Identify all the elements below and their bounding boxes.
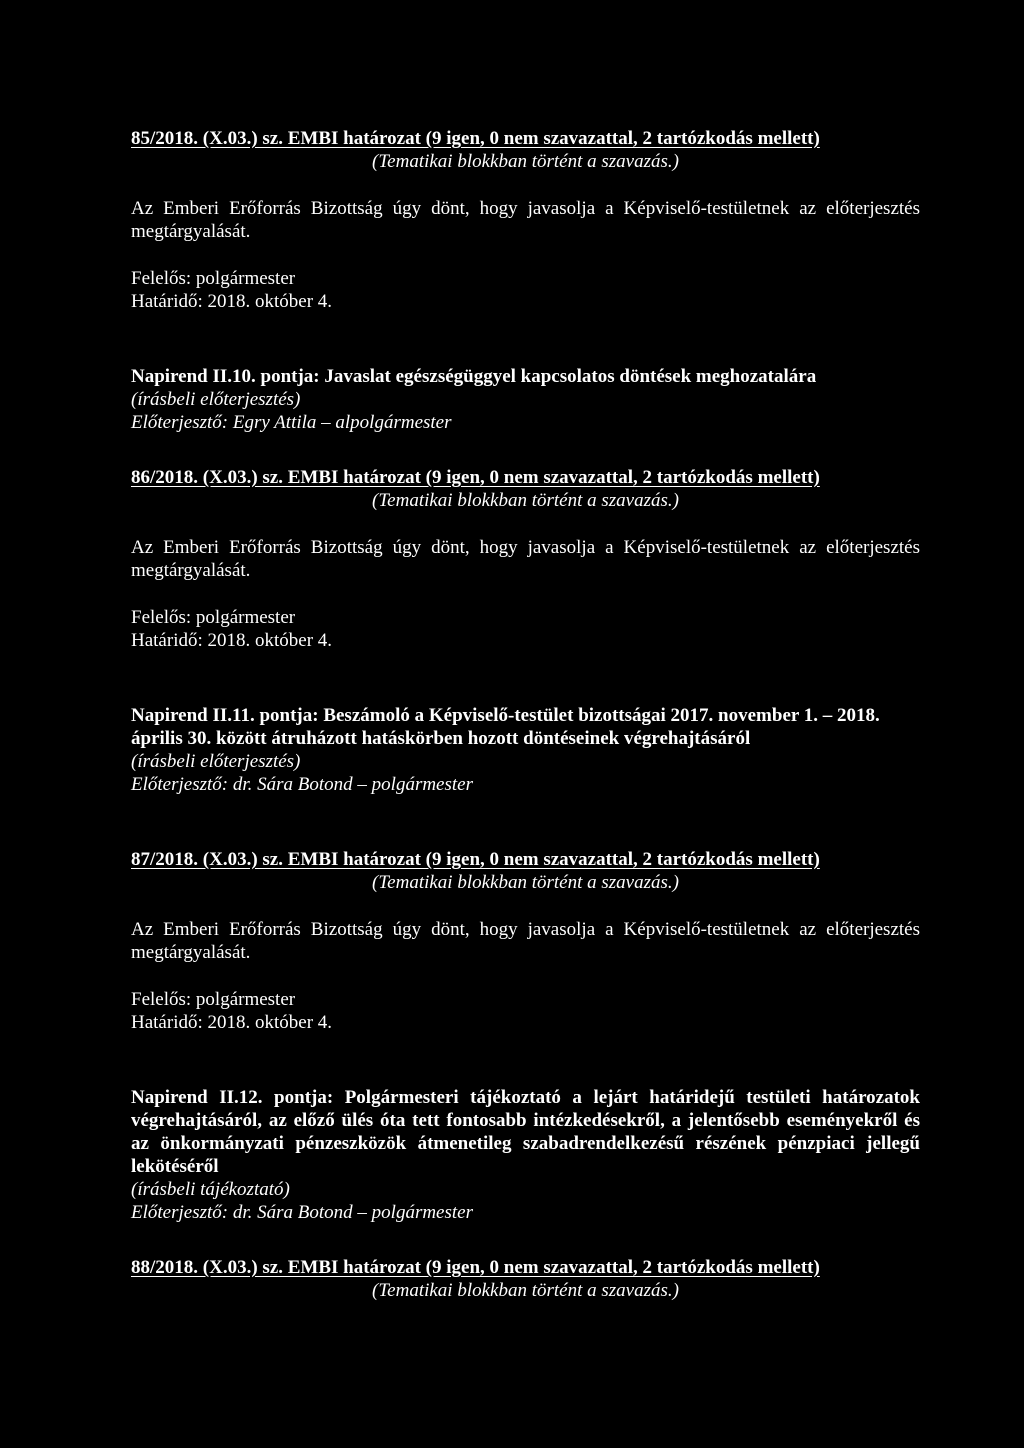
agenda-10-title: Napirend II.10. pontja: Javaslat egészségüggyel kapcsolatos döntések meghozatalára (131, 366, 817, 387)
agenda-11-title: Napirend II.11. pontja: Beszámoló a Képviselő-testület bizottságai 2017. november 1. – 2018. április 30. között átruházott hatáskörben hozott döntéseinek végrehajtásáról (131, 705, 880, 749)
decision-86-heading: 86/2018. (X.03.) sz. EMBI határozat (9 igen, 0 nem szavazattal, 2 tartózkodás mellett) (131, 467, 820, 488)
decision-86-body: Az Emberi Erőforrás Bizottság úgy dönt, hogy javasolja a Képviselő-testületnek az előterjesztés megtárgyalását. (131, 537, 920, 581)
decision-88-vote-note: (Tematikai blokkban történt a szavazás.) (372, 1280, 679, 1301)
decision-85-deadline: Határidő: 2018. október 4. (131, 291, 333, 312)
decision-85-vote-note: (Tematikai blokkban történt a szavazás.) (372, 151, 679, 172)
decision-87-heading: 87/2018. (X.03.) sz. EMBI határozat (9 igen, 0 nem szavazattal, 2 tartózkodás mellett) (131, 849, 820, 870)
decision-87-deadline: Határidő: 2018. október 4. (131, 1012, 333, 1033)
decision-85-responsible: Felelős: polgármester (131, 268, 296, 289)
decision-86-responsible: Felelős: polgármester (131, 607, 296, 628)
document-page (131, 127, 920, 1302)
agenda-12-type: (írásbeli tájékoztató) (131, 1179, 290, 1200)
agenda-12-presenter: Előterjesztő: dr. Sára Botond – polgármester (131, 1202, 473, 1223)
decision-85-heading: 85/2018. (X.03.) sz. EMBI határozat (9 igen, 0 nem szavazattal, 2 tartózkodás mellett) (131, 128, 820, 149)
decision-87-body: Az Emberi Erőforrás Bizottság úgy dönt, hogy javasolja a Képviselő-testületnek az előterjesztés megtárgyalását. (131, 919, 920, 963)
decision-88-heading: 88/2018. (X.03.) sz. EMBI határozat (9 igen, 0 nem szavazattal, 2 tartózkodás mellett) (131, 1257, 820, 1278)
agenda-11-type: (írásbeli előterjesztés) (131, 751, 301, 772)
agenda-11-presenter: Előterjesztő: dr. Sára Botond – polgármester (131, 774, 473, 795)
agenda-10-presenter: Előterjesztő: Egry Attila – alpolgármester (131, 412, 452, 433)
decision-87-responsible: Felelős: polgármester (131, 989, 296, 1010)
decision-86-vote-note: (Tematikai blokkban történt a szavazás.) (372, 490, 679, 511)
agenda-10-type: (írásbeli előterjesztés) (131, 389, 301, 410)
decision-85-body: Az Emberi Erőforrás Bizottság úgy dönt, hogy javasolja a Képviselő-testületnek az előterjesztés megtárgyalását. (131, 198, 920, 242)
decision-86-deadline: Határidő: 2018. október 4. (131, 630, 333, 651)
agenda-12-title: Napirend II.12. pontja: Polgármesteri tájékoztató a lejárt határidejű testületi határozatok végrehajtásáról, az előző ülés óta tett fontosabb intézkedésekről, a jelentősebb eseményekről és az önkormányzati pénzeszközök átmenetileg szabadrendelkezésű részének pénzpiaci jellegű lekötéséről (131, 1087, 920, 1177)
decision-87-vote-note: (Tematikai blokkban történt a szavazás.) (372, 872, 679, 893)
